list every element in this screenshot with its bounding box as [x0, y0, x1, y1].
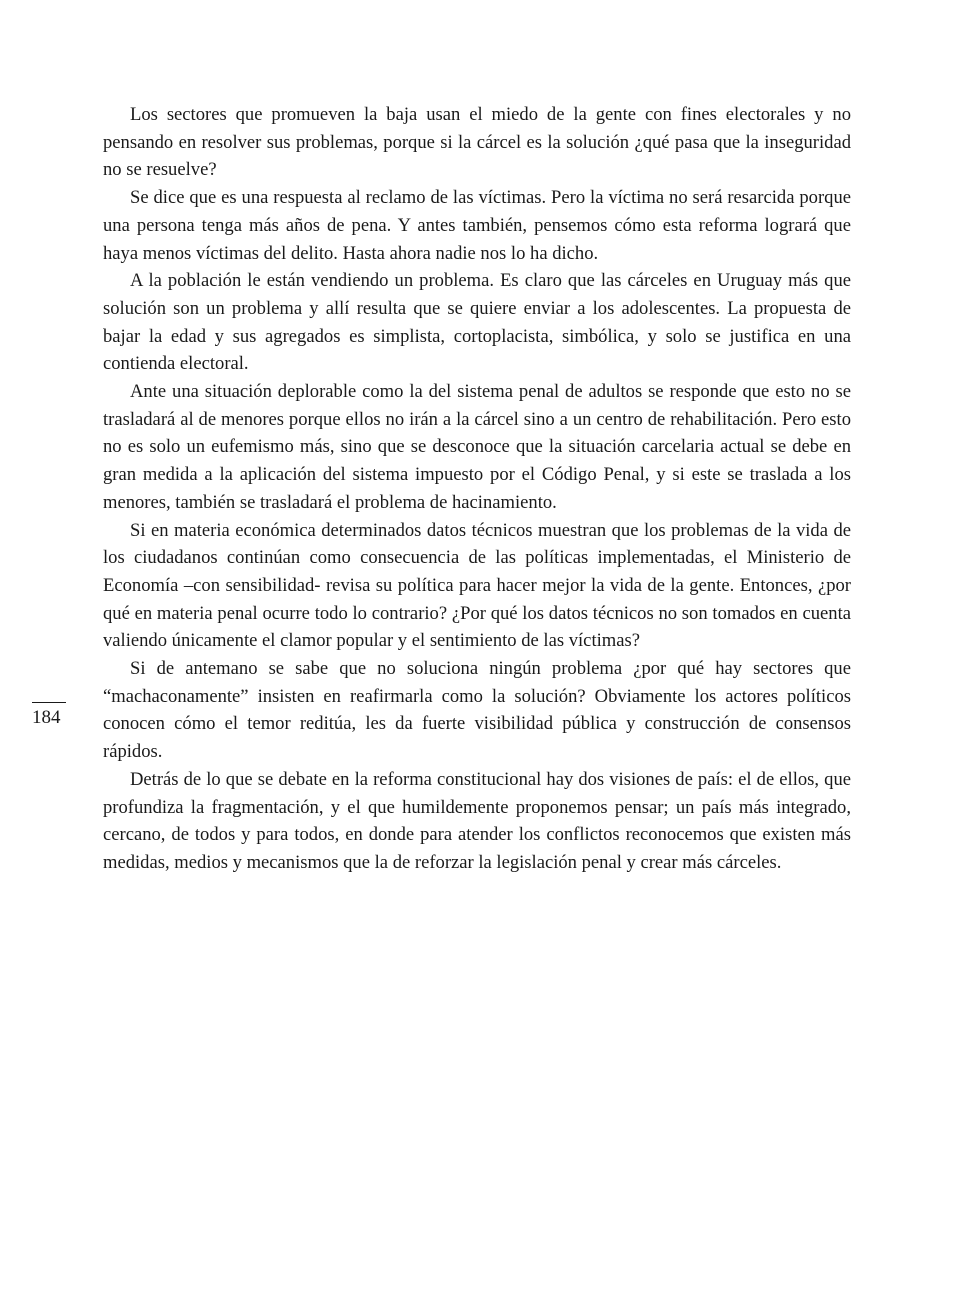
- page-folio: [32, 702, 68, 729]
- folio-rule: [32, 702, 66, 703]
- paragraph-1: Los sectores que promueven la baja usan el miedo de la gente con fines electorales y no pensando en resolver sus problemas, porque si la cárcel es la solución ¿qué pasa que la inseguridad no se resuelve?: [103, 104, 851, 181]
- page-number: 184: [32, 707, 61, 728]
- paragraph-3: A la población le están vendiendo un problema. Es claro que las cárceles en Uruguay más que solución son un problema y allí resulta que se quiere enviar a los adolescentes. La propuesta de bajar la edad y sus agregados es simplista, cortoplacista, simbólica, y solo se justifica en una contienda electoral.: [103, 270, 851, 375]
- body-text: [103, 101, 851, 877]
- paragraph-7: Detrás de lo que se debate en la reforma constitucional hay dos visiones de país: el de ellos, que profundiza la fragmentación, y el que humildemente proponemos pensar; un país más integrado, cercano, de todos y para todos, en donde para atender los conflictos reconocemos que existen más medidas, medios y mecanismos que la de reforzar la legislación penal y crear más cárceles.: [103, 768, 851, 873]
- paragraph-5: Si en materia económica determinados datos técnicos muestran que los problemas de la vida de los ciudadanos continúan como consecuencia de las políticas implementadas, el Ministerio de Economía –con sensibilidad- revisa su política para hacer mejor la vida de la gente. Entonces, ¿por qué en materia penal ocurre todo lo contrario? ¿Por qué los datos técnicos no son tomados en cuenta valiendo únicamente el clamor popular y el sentimiento de las víctimas?: [103, 519, 851, 652]
- paragraph-2: Se dice que es una respuesta al reclamo de las víctimas. Pero la víctima no será resarcida porque una persona tenga más años de pena. Y antes también, pensemos cómo esta reforma logrará que haya menos víctimas del delito. Hasta ahora nadie nos lo ha dicho.: [103, 187, 851, 264]
- paragraph-4: Ante una situación deplorable como la del sistema penal de adultos se responde que esto no se trasladará al de menores porque ellos no irán a la cárcel sino a un centro de rehabilitación. Pero esto no es solo un eufemismo más, sino que se desconoce que la situación carcelaria actual se debe en gran medida a la aplicación del sistema impuesto por el Código Penal, y si este se traslada a los menores, también se trasladará el problema de hacinamiento.: [103, 381, 851, 513]
- paragraph-6: Si de antemano se sabe que no soluciona ningún problema ¿por qué hay sectores que “machaconamente” insisten en reafirmarla como la solución? Obviamente los actores políticos conocen cómo el temor reditúa, les da fuerte visibilidad pública y construcción de consensos rápidos.: [103, 658, 851, 763]
